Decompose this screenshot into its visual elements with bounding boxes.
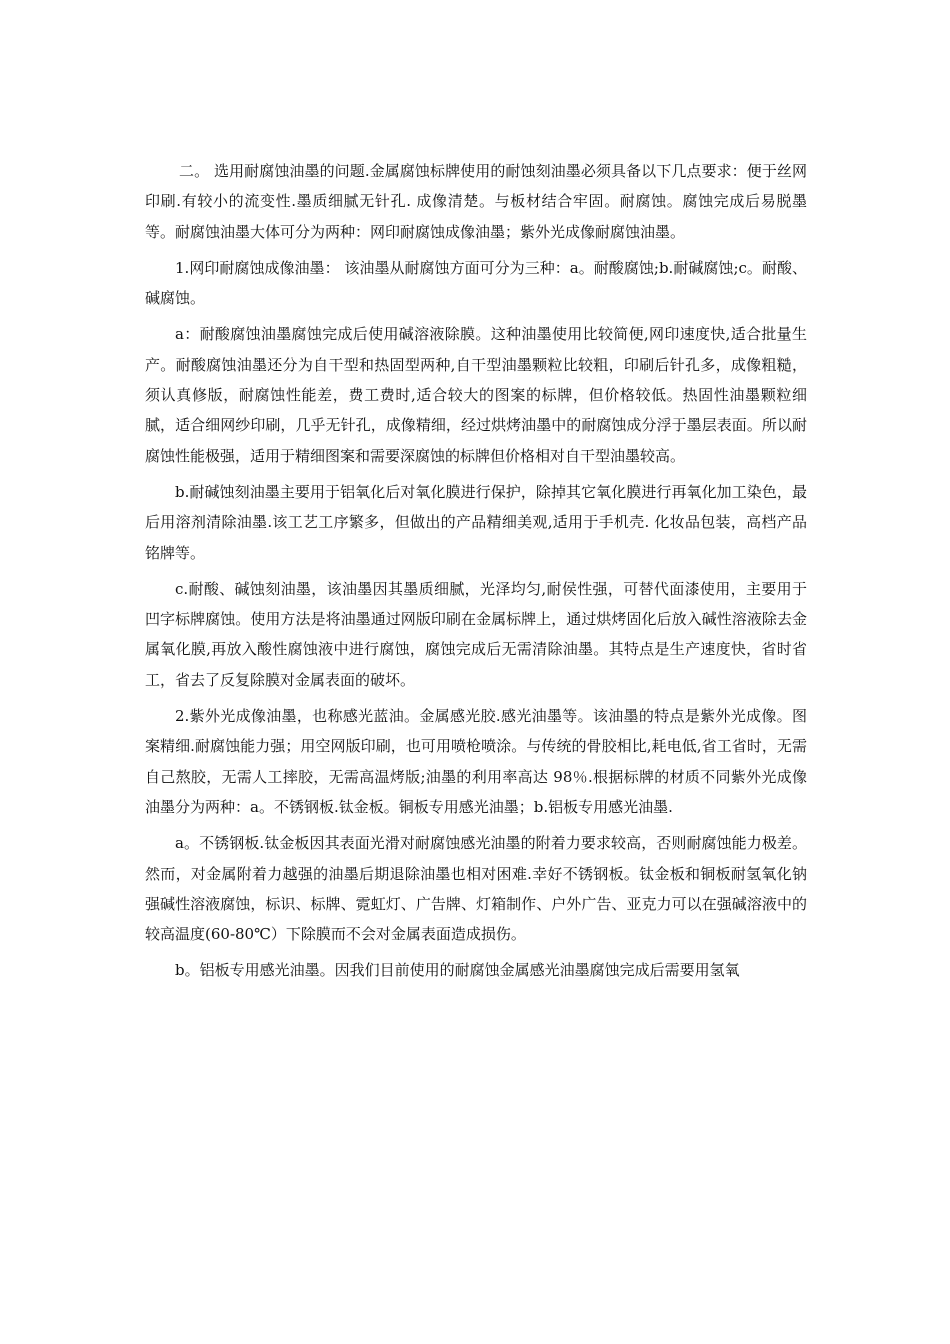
paragraph-acid-alkali-resistant-ink: c.耐酸、碱蚀刻油墨，该油墨因其墨质细腻，光泽均匀,耐侯性强，可替代面漆使用，主要用于凹字标牌腐蚀。使用方法是将油墨通过网版印刷在金属标牌上，通过烘烤固化后放入碱性溶液除去金属氧化膜,再放入酸性腐蚀液中进行腐蚀，腐蚀完成后无需清除油墨。其特点是生产速度快，省时省工，省去了反复除膜对金属表面的破坏。 (145, 579, 807, 689)
paragraph-uv-imaging-ink: 2.紫外光成像油墨，也称感光蓝油。金属感光胶.感光油墨等。该油墨的特点是紫外光成像。图案精细.耐腐蚀能力强；用空网版印刷，也可用喷枪喷涂。与传统的骨胶相比,耗电低,省工省时，无需自己熬胶，无需人工摔胶，无需高温烤版;油墨的利用率高达 98％.根据标牌的材质不同紫外光成像油墨分为两种：a。不锈钢板.钛金板。铜板专用感光油墨；b.铝板专用感光油墨. (145, 707, 807, 816)
paragraph-ink-requirements: 二。 选用耐腐蚀油墨的问题.金属腐蚀标牌使用的耐蚀刻油墨必须具备以下几点要求：便于丝网印刷.有较小的流变性.墨质细腻无针孔. 成像清楚。与板材结合牢固。耐腐蚀。腐蚀完成后易脱墨等。耐腐蚀油墨大体可分为两种：网印耐腐蚀成像油墨；紫外光成像耐腐蚀油墨。 (145, 162, 807, 241)
paragraph-acid-resistant-ink: a：耐酸腐蚀油墨腐蚀完成后使用碱溶液除膜。这种油墨使用比较简便,网印速度快,适合批量生产。耐酸腐蚀油墨还分为自干型和热固型两种,自干型油墨颗粒比较粗，印刷后针孔多，成像粗糙，须认真修版，耐腐蚀性能差，费工费时,适合较大的图案的标牌，但价格较低。热固性油墨颗粒细腻，适合细网纱印刷，几乎无针孔，成像精细，经过烘烤油墨中的耐腐蚀成分浮于墨层表面。所以耐腐蚀性能极强，适用于精细图案和需要深腐蚀的标牌但价格相对自干型油墨较高。 (145, 325, 807, 465)
document-body (145, 156, 807, 992)
paragraph-stainless-titanium-ink: a。不锈钢板.钛金板因其表面光滑对耐腐蚀感光油墨的附着力要求较高，否则耐腐蚀能力极差。然而，对金属附着力越强的油墨后期退除油墨也相对困难.幸好不锈钢板。钛金板和铜板耐氢氧化钠强碱性溶液腐蚀，标识、标牌、霓虹灯、广告牌、灯箱制作、户外广告、亚克力可以在强碱溶液中的较高温度(60-80℃）下除膜而不会对金属表面造成损伤。 (145, 834, 807, 944)
paragraph-aluminum-ink: b。铝板专用感光油墨。因我们目前使用的耐腐蚀金属感光油墨腐蚀完成后需要用氢氧 (175, 961, 740, 980)
paragraph-screen-print-ink: 1.网印耐腐蚀成像油墨： 该油墨从耐腐蚀方面可分为三种：a。耐酸腐蚀;b.耐碱腐蚀;c。耐酸、碱腐蚀。 (145, 258, 807, 308)
paragraph-alkali-resistant-ink: b.耐碱蚀刻油墨主要用于铝氧化后对氧化膜进行保护，除掉其它氧化膜进行再氧化加工染色，最后用溶剂清除油墨.该工艺工序繁多，但做出的产品精细美观,适用于手机壳. 化妆品包装，高档产品铭牌等。 (145, 482, 807, 562)
